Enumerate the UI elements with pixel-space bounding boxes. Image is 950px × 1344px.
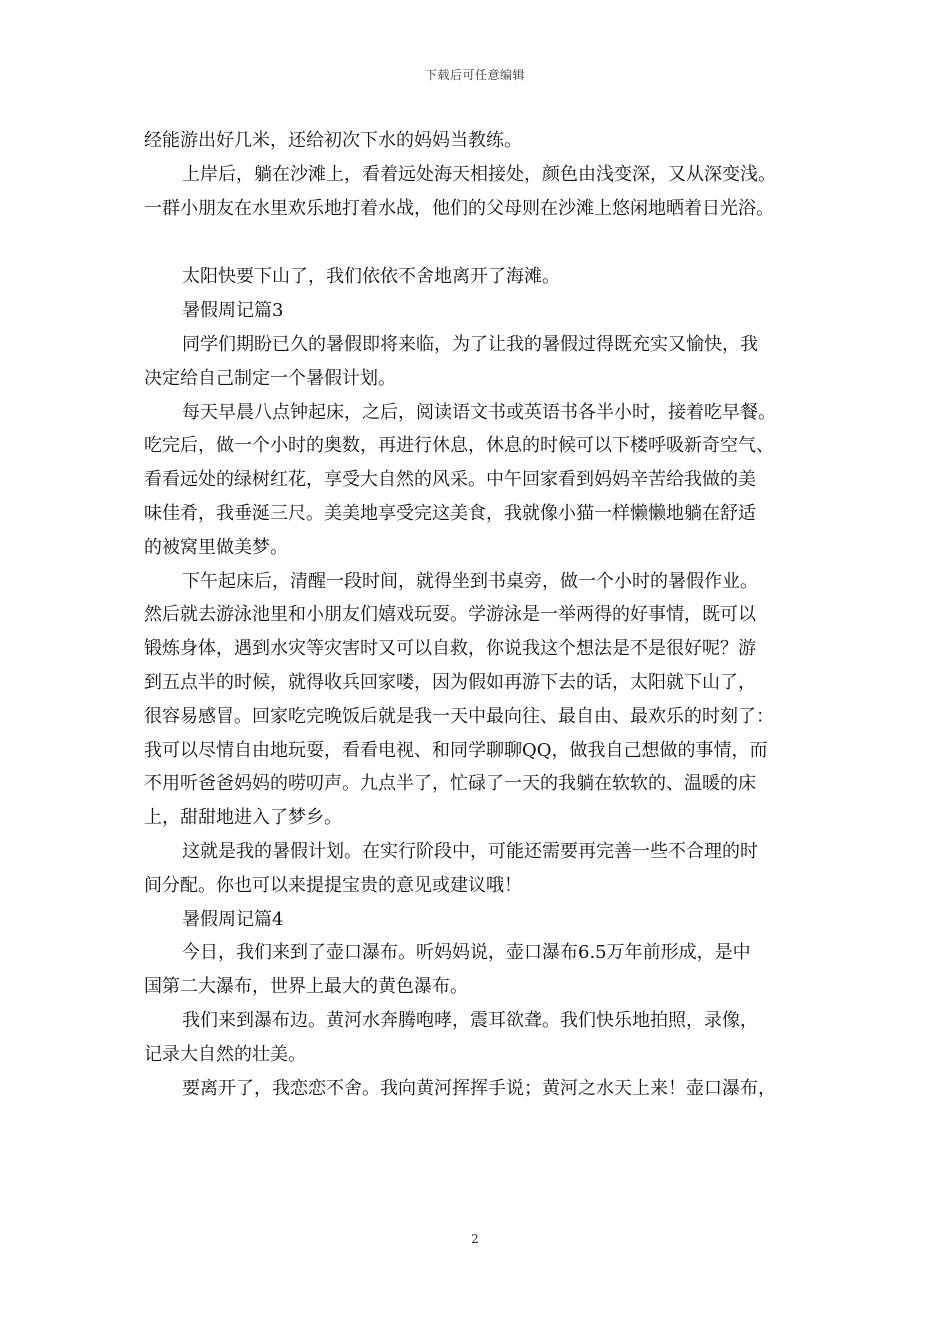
text-line: 不用听爸爸妈妈的唠叨声。九点半了，忙碌了一天的我躺在软软的、温暖的床 (144, 773, 756, 795)
text-line: 到五点半的时候，就得收兵回家喽，因为假如再游下去的话，太阳就下山了， (144, 671, 756, 693)
text-line: 的被窝里做美梦。 (144, 536, 288, 558)
text-line: 间分配。你也可以来提提宝贵的意见或建议哦！ (144, 874, 522, 896)
text-line: 记录大自然的壮美。 (144, 1043, 306, 1065)
text-line: 看看远处的绿树红花，享受大自然的风采。中午回家看到妈妈辛苦给我做的美 (144, 469, 756, 491)
text-line: 然后就去游泳池里和小朋友们嬉戏玩耍。学游泳是一举两得的好事情，既可以 (144, 604, 756, 626)
text-line: 经能游出好几米，还给初次下水的妈妈当教练。 (144, 130, 522, 151)
text-line: 每天早晨八点钟起床，之后，阅读语文书或英语书各半小时，接着吃早餐。 (182, 401, 776, 423)
text-line: 决定给自己制定一个暑假计划。 (144, 367, 396, 389)
text-line: 要离开了，我恋恋不舍。我向黄河挥挥手说；黄河之水天上来！壶口瀑布， (182, 1077, 776, 1099)
text-line: 我们来到瀑布边。黄河水奔腾咆哮，震耳欲聋。我们快乐地拍照，录像， (182, 1009, 758, 1031)
body-text (144, 124, 816, 1105)
text-line: 国第二大瀑布，世界上最大的黄色瀑布。 (144, 976, 468, 998)
blank-line (144, 225, 816, 260)
section-heading: 暑假周记篇3 (182, 300, 284, 322)
text-line: 上，甜甜地进入了梦乡。 (144, 807, 342, 829)
text-line: 味佳肴，我垂涎三尺。美美地享受完这美食，我就像小猫一样懒懒地躺在舒适 (144, 502, 756, 524)
text-line: 太阳快要下山了，我们依依不舍地离开了海滩。 (182, 266, 560, 288)
text-line: 今日，我们来到了壶口瀑布。听妈妈说，壶口瀑布6.5万年前形成，是中 (182, 942, 751, 964)
page-number: 2 (471, 1232, 479, 1246)
text-line: 锻炼身体，遇到水灾等灾害时又可以自救，你说我这个想法是不是很好呢？游 (144, 638, 756, 660)
text-line: 很容易感冒。回家吃完晚饭后就是我一天中最向往、最自由、最欢乐的时刻了： (144, 705, 774, 727)
text-line: 我可以尽情自由地玩耍，看看电视、和同学聊聊QQ，做我自己想做的事情，而 (144, 739, 768, 761)
text-line: 上岸后，躺在沙滩上，看着远处海天相接处，颜色由浅变深，又从深变浅。 (182, 163, 776, 185)
section-heading: 暑假周记篇4 (182, 908, 284, 930)
text-line: 这就是我的暑假计划。在实行阶段中，可能还需要再完善一些不合理的时 (182, 840, 758, 862)
text-line: 吃完后，做一个小时的奥数，再进行休息，休息的时候可以下楼呼吸新奇空气、 (144, 435, 774, 457)
text-line: 同学们期盼已久的暑假即将来临，为了让我的暑假过得既充实又愉快，我 (182, 333, 758, 355)
text-line: 一群小朋友在水里欢乐地打着水战，他们的父母则在沙滩上悠闲地晒着日光浴。 (144, 197, 774, 219)
page-header: 下载后可任意编辑 (424, 68, 525, 82)
text-line: 下午起床后，清醒一段时间，就得坐到书桌旁，做一个小时的暑假作业。 (182, 570, 758, 592)
